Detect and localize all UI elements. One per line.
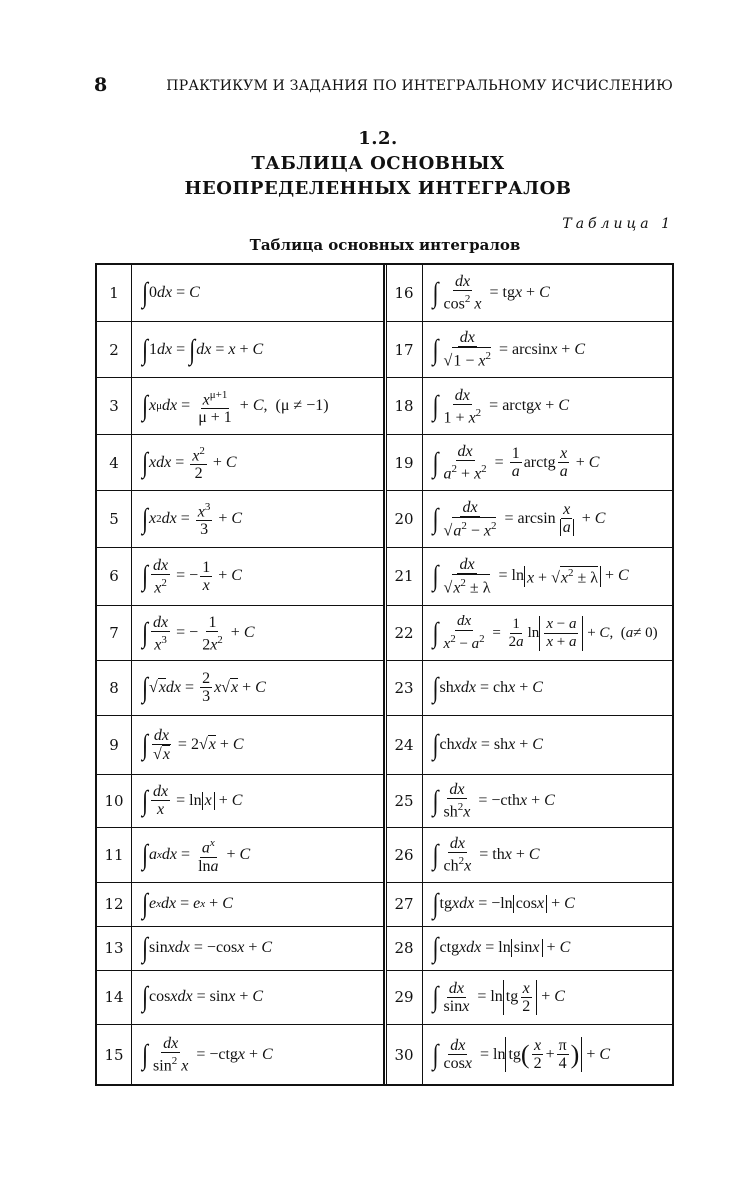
table-row [97,322,383,379]
table-row [387,322,673,379]
formula: ∫ √ x dx = $\frac{2}{3}$ x √ x + C [142,670,266,706]
formula: ∫ x μ dx = $\frac{x^{\mu+1}}{\mu + 1}$ + C , (μ ≠ −1) [142,388,329,426]
row-number: 17 [387,322,423,378]
section-title-line2: НЕОПРЕДЕЛЕННЫХ ИНТЕГРАЛОВ [184,178,572,199]
row-number: 25 [387,775,423,828]
integrals-table [95,263,674,1086]
table-row [97,971,383,1026]
table-row [387,883,673,927]
row-number: 2 [97,322,132,378]
formula: ∫ $\frac{dx}{x^3}$ = − $\frac{1}{2x^2}$ + C [142,613,255,653]
row-number: 28 [387,927,423,970]
formula: ∫ $\frac{dx}{√1 - x^2}$ = arcsin x + C [432,329,585,370]
row-number: 23 [387,661,423,715]
formula: ∫ a x dx = $\frac{a^x}{\ln a}$ + C [142,837,251,875]
row-number: 26 [387,828,423,882]
table-row [387,775,673,829]
formula: ∫ $\frac{dx}{\sin^2 x}$ = −ctg x + C [142,1034,273,1075]
table-row [97,435,383,491]
formula: ∫ ctg xdx = ln sinx + C [432,931,571,964]
formula: ∫ 1 dx = ∫ dx = x + C [142,332,264,366]
row-number: 4 [97,435,132,490]
table-row [97,716,383,775]
table-column-right [384,265,673,1084]
table-row [387,716,673,775]
formula: ∫ $\frac{dx}{x^2 - a^2}$ = $\frac{1}{2a}$ ln $\frac{x - a}{x + a}$ + C , ( a ≠ 0) [432,613,658,653]
table-row [97,1025,383,1084]
table-number: Таблица 1 [562,216,674,232]
section-number: 1.2. [358,128,398,149]
table-row [387,548,673,607]
table-row [97,491,383,548]
table-row [387,828,673,883]
table-row [97,661,383,716]
formula: ∫ $\frac{dx}{x}$ = ln x + C [142,783,243,819]
table-row [387,1025,673,1084]
table-row [97,883,383,927]
table-row [97,378,383,435]
table-row [97,606,383,661]
formula: ∫ $\frac{dx}{\cos x}$ = ln tg ( $\frac{x}{2}$ + $\frac{\pi}{4}$ ) + C [432,1037,611,1073]
table-row [97,775,383,829]
table-row [387,606,673,661]
table-row [387,378,673,435]
running-title: ПРАКТИКУМ И ЗАДАНИЯ ПО ИНТЕГРАЛЬНОМУ ИСЧИСЛЕНИЮ [166,78,673,94]
row-number: 18 [387,378,423,434]
row-number: 22 [387,606,423,660]
formula: ∫ 0 dx = C [142,275,200,309]
formula: ∫ $\frac{dx}{\cos^2 x}$ = tg x + C [432,273,550,313]
row-number: 5 [97,491,132,547]
formula: ∫ e x dx = e x + C [142,887,233,920]
row-number: 9 [97,716,132,774]
table-caption: Таблица основных интегралов [249,236,521,254]
table-row [387,435,673,491]
row-number: 14 [97,971,132,1025]
table-row [387,661,673,716]
row-number: 16 [387,265,423,321]
formula: ∫ $\frac{dx}{x^2}$ = − $\frac{1}{x}$ + C [142,556,242,597]
formula: ∫ tg xdx = −ln cosx + C [432,887,575,920]
table-row [387,971,673,1026]
table-row [387,265,673,322]
formula: ∫ $\frac{dx}{sh^2x}$ = −cth x + C [432,781,555,821]
row-number: 21 [387,548,423,606]
row-number: 27 [387,883,423,926]
row-number: 10 [97,775,132,828]
row-number: 7 [97,606,132,660]
table-row [387,927,673,971]
formula: ∫ sh xdx = ch x + C [432,671,543,704]
formula: ∫ xdx = $\frac{x^2}{2}$ + C [142,444,237,483]
formula: ∫ ch xdx = sh x + C [432,727,543,761]
row-number: 1 [97,265,132,321]
formula: ∫ $\frac{dx}{1 + x^2}$ = arctg x + C [432,386,569,426]
formula: ∫ sin xdx = −cos x + C [142,931,273,964]
row-number: 12 [97,883,132,926]
row-number: 13 [97,927,132,970]
table-row [97,548,383,607]
row-number: 15 [97,1025,132,1084]
formula: ∫ $\frac{dx}{\sin x}$ = ln tg $\frac{x}{2}$ + C [432,979,565,1015]
formula: ∫ cos xdx = sin x + C [142,980,264,1014]
formula: ∫ $\frac{dx}{a^2 + x^2}$ = $\frac{1}{a}$ arctg $\frac{x}{a}$ + C [432,442,600,483]
page-number: 8 [94,74,108,96]
formula: ∫ $\frac{dx}{√a^2 - x^2}$ = arcsin $\frac{x}{a}$ + C [432,498,606,539]
row-number: 3 [97,378,132,434]
formula: ∫ $\frac{dx}{√x}$ = 2√ x + C [142,726,244,763]
table-row [97,828,383,883]
formula: ∫ $\frac{dx}{√x^2 \pm \lambda}$ = ln $x + √x^2 \pm \lambda$ + C [432,556,629,597]
row-number: 29 [387,971,423,1025]
row-number: 24 [387,716,423,774]
table-row [97,265,383,322]
formula: ∫ x 2 dx = $\frac{x^3}{3}$ + C [142,501,243,539]
row-number: 30 [387,1025,423,1084]
section-title-line1: ТАБЛИЦА ОСНОВНЫХ [251,153,505,174]
table-column-left [97,265,384,1084]
table-row [387,491,673,548]
table-row [97,927,383,971]
row-number: 6 [97,548,132,606]
row-number: 11 [97,828,132,882]
section-title [0,126,756,201]
row-number: 19 [387,435,423,490]
formula: ∫ $\frac{dx}{ch^2x}$ = th x + C [432,835,540,875]
row-number: 20 [387,491,423,547]
row-number: 8 [97,661,132,715]
